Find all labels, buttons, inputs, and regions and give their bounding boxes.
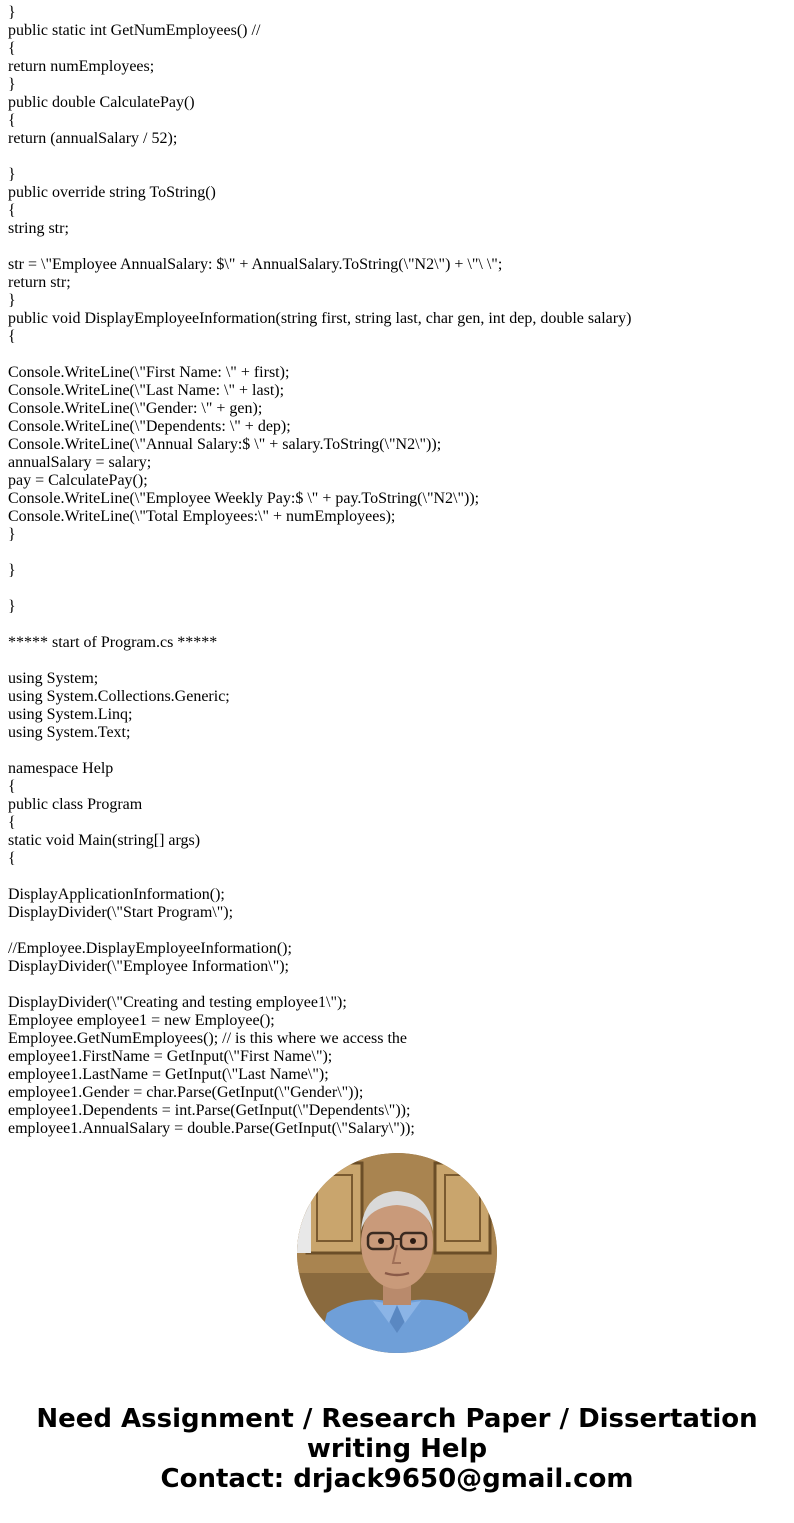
code-line: Console.WriteLine(\"Annual Salary:$ \" + salary.ToString(\"N2\")); [8, 436, 442, 453]
code-line: { [8, 850, 16, 867]
code-line: } [8, 562, 16, 579]
code-line [8, 868, 788, 886]
code-line [8, 544, 788, 562]
code-line: { [8, 202, 16, 219]
code-line: employee1.AnnualSalary = double.Parse(GetInput(\"Salary\")); [8, 1120, 415, 1137]
promo-contact-line: Contact: drjack9650@gmail.com [160, 1464, 634, 1494]
code-line: return numEmployees; [8, 58, 155, 75]
code-line: using System.Text; [8, 724, 131, 741]
author-photo-icon [297, 1153, 497, 1353]
code-line: Console.WriteLine(\"Employee Weekly Pay:$ \" + pay.ToString(\"N2\")); [8, 490, 480, 507]
code-line: Employee.GetNumEmployees(); // is this where we access the [8, 1030, 407, 1047]
code-line: public override string ToString() [8, 184, 216, 201]
code-line: DisplayDivider(\"Employee Information\"); [8, 958, 289, 975]
code-line: DisplayDivider(\"Creating and testing employee1\"); [8, 994, 347, 1011]
code-line: employee1.LastName = GetInput(\"Last Name\"); [8, 1066, 329, 1083]
code-line [8, 580, 788, 598]
promo-line-1: Need Assignment / Research Paper / Dissertation [36, 1404, 758, 1434]
code-line: DisplayApplicationInformation(); [8, 886, 225, 903]
code-line: public class Program [8, 796, 143, 813]
code-line: { [8, 328, 16, 345]
code-line: Console.WriteLine(\"Dependents: \" + dep); [8, 418, 291, 435]
promo-line-2: writing Help [306, 1434, 488, 1464]
code-line [8, 616, 788, 634]
code-line: annualSalary = salary; [8, 454, 152, 471]
code-line: } [8, 76, 16, 93]
code-line: } [8, 166, 16, 183]
author-avatar [297, 1153, 497, 1353]
code-line: employee1.FirstName = GetInput(\"First Name\"); [8, 1048, 333, 1065]
code-line: Employee employee1 = new Employee(); [8, 1012, 275, 1029]
code-line: using System.Collections.Generic; [8, 688, 230, 705]
code-line: Console.WriteLine(\"First Name: \" + first); [8, 364, 290, 381]
promo-banner [0, 1404, 794, 1494]
code-line: } [8, 598, 16, 615]
code-line: { [8, 40, 16, 57]
code-line: pay = CalculatePay(); [8, 472, 148, 489]
code-line: //Employee.DisplayEmployeeInformation(); [8, 940, 292, 957]
code-line: employee1.Gender = char.Parse(GetInput(\"Gender\")); [8, 1084, 364, 1101]
code-line: { [8, 814, 16, 831]
code-line [8, 346, 788, 364]
code-line: string str; [8, 220, 69, 237]
code-line: } [8, 292, 16, 309]
code-line: Console.WriteLine(\"Gender: \" + gen); [8, 400, 263, 417]
code-line: } [8, 526, 16, 543]
code-line [8, 742, 788, 760]
code-line: } [8, 4, 16, 21]
code-line [8, 652, 788, 670]
code-line [8, 148, 788, 166]
code-line: public static int GetNumEmployees() // [8, 22, 261, 39]
code-line: namespace Help [8, 760, 114, 777]
code-line [8, 238, 788, 256]
code-line: using System.Linq; [8, 706, 133, 723]
code-line: { [8, 778, 16, 795]
code-line: Console.WriteLine(\"Total Employees:\" + numEmployees); [8, 508, 396, 525]
code-line: { [8, 112, 16, 129]
code-line: Console.WriteLine(\"Last Name: \" + last); [8, 382, 285, 399]
code-listing [8, 4, 788, 1138]
code-line: employee1.Dependents = int.Parse(GetInput(\"Dependents\")); [8, 1102, 411, 1119]
code-line: static void Main(string[] args) [8, 832, 201, 849]
code-line: return str; [8, 274, 71, 291]
code-line [8, 976, 788, 994]
code-line: str = \"Employee AnnualSalary: $\" + AnnualSalary.ToString(\"N2\") + \"\ \"; [8, 256, 503, 273]
code-line: return (annualSalary / 52); [8, 130, 178, 147]
code-line: public double CalculatePay() [8, 94, 195, 111]
code-line: public void DisplayEmployeeInformation(string first, string last, char gen, int dep, double salary) [8, 310, 632, 327]
code-line: DisplayDivider(\"Start Program\"); [8, 904, 234, 921]
code-line [8, 922, 788, 940]
code-line: using System; [8, 670, 99, 687]
code-line: ***** start of Program.cs ***** [8, 634, 218, 651]
